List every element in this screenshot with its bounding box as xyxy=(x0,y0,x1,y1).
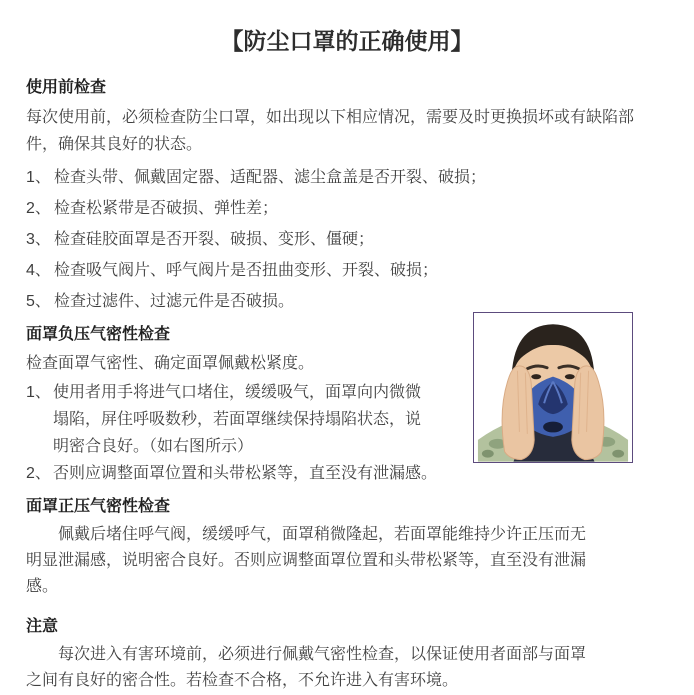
list-item-text: 检查硅胶面罩是否开裂、破损、变形、僵硬； xyxy=(54,231,375,248)
list-item-number: 2、 xyxy=(26,200,51,217)
section-positive-pressure-check xyxy=(0,497,694,600)
list-item xyxy=(26,460,483,487)
list-item xyxy=(26,162,694,193)
list-item-number: 2、 xyxy=(26,465,51,482)
section-notice xyxy=(0,617,694,694)
negative-pressure-intro: 检查面罩气密性、确定面罩佩戴松紧度。 xyxy=(26,355,315,372)
list-item-number: 1、 xyxy=(26,169,51,186)
list-item-number: 5、 xyxy=(26,293,51,310)
section-pre-use-check xyxy=(0,78,694,317)
list-item-text: 检查松紧带是否破损、弹性差； xyxy=(54,200,279,217)
pre-use-check-intro: 每次使用前，必须检查防尘口罩，如出现以下相应情况，需要及时更换损坏或有缺陷部件，确保其良好的状态。 xyxy=(26,109,635,153)
list-item-number: 3、 xyxy=(26,231,51,248)
section-heading-pre-use-check: 使用前检查 xyxy=(26,79,107,96)
positive-pressure-body: 佩戴后堵住呼气阀，缓缓呼气，面罩稍微隆起，若面罩能维持少许正压而无明显泄漏感，说明密合良好。否则应调整面罩位置和头带松紧等，直至没有泄漏感。 xyxy=(26,526,587,595)
list-item-text: 检查头带、佩戴固定器、适配器、滤尘盒盖是否开裂、破损； xyxy=(54,169,487,186)
list-item-number: 4、 xyxy=(26,262,51,279)
section-heading-negative-pressure: 面罩负压气密性检查 xyxy=(26,326,171,343)
respirator-fit-check-illustration xyxy=(474,313,632,462)
list-item xyxy=(26,255,694,286)
list-item xyxy=(26,379,423,460)
notice-body: 每次进入有害环境前，必须进行佩戴气密性检查，以保证使用者面部与面罩之间有良好的密合性。若检查不合格，不允许进入有害环境。 xyxy=(26,646,587,689)
fit-check-photo xyxy=(473,312,633,463)
section-heading-notice: 注意 xyxy=(26,618,59,635)
list-item-text: 检查吸气阀片、呼气阀片是否扭曲变形、开裂、破损； xyxy=(54,262,439,279)
list-item xyxy=(26,193,694,224)
list-item-text: 使用者用手将进气口堵住，缓缓吸气，面罩向内微微塌陷，屏住呼吸数秒，若面罩继续保持塌陷状态，说明密合良好。（如右图所示） xyxy=(53,384,422,455)
list-item xyxy=(26,224,694,255)
list-item-text: 检查过滤件、过滤元件是否破损。 xyxy=(54,293,295,310)
list-item-number: 1、 xyxy=(26,384,51,401)
section-heading-positive-pressure: 面罩正压气密性检查 xyxy=(26,498,171,515)
pre-use-check-list xyxy=(26,162,694,317)
list-item-text: 否则应调整面罩位置和头带松紧等，直至没有泄漏感。 xyxy=(53,465,438,482)
page-title: 【防尘口罩的正确使用】 xyxy=(220,28,474,54)
